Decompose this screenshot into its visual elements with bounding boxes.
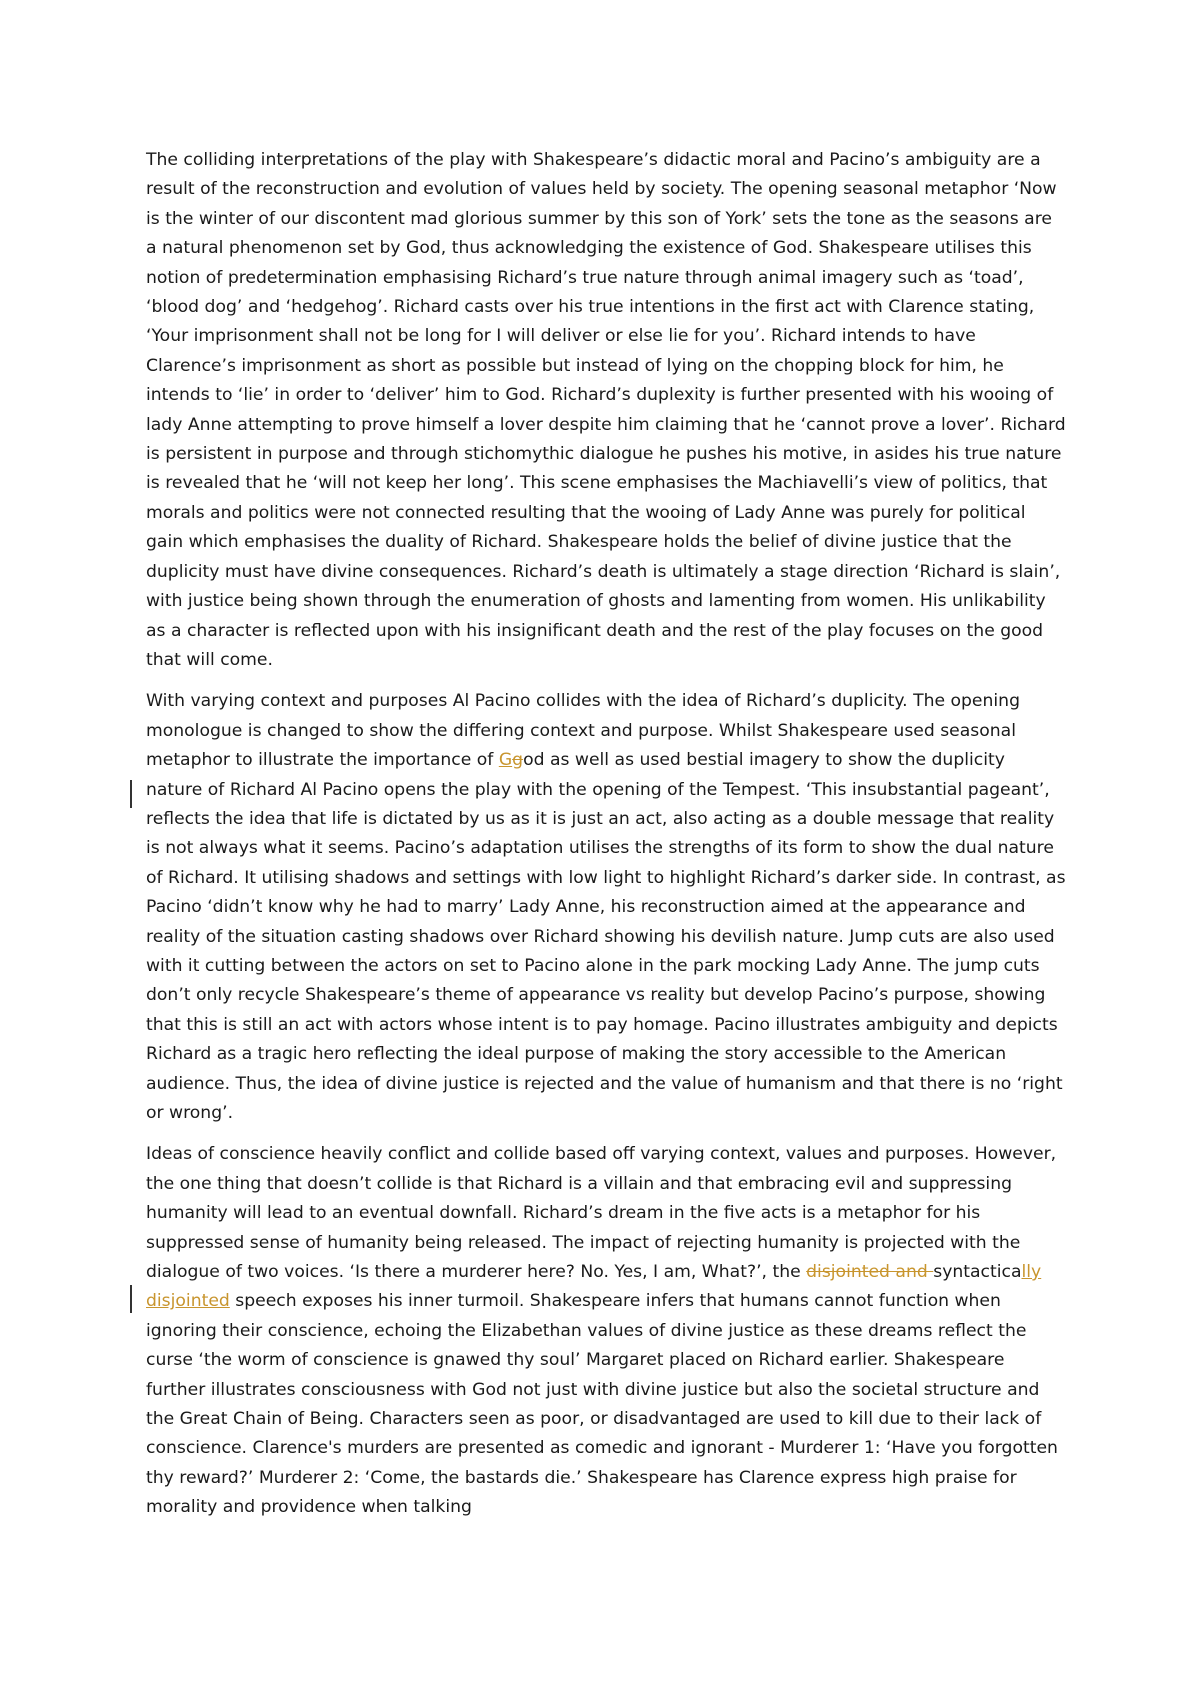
change-bar xyxy=(130,780,132,808)
paragraph-text: The colliding interpretations of the play with Shakespeare’s didactic moral and Pacino’s ambiguity are a result of the reconstruction and evolution of values held by society. The opening seasonal metaphor ‘Now is the winter of our discontent mad glorious summer by this son of York’ sets the tone as the seasons are a natural phenomenon set by God, thus acknowledging the existence of God. Shakespeare utilises this notion of predetermination emphasising Richard’s true nature through animal imagery such as ‘toad’, ‘blood dog’ and ‘hedgehog’. Richard casts over his true intentions in the first act with Clarence stating, ‘Your imprisonment shall not be long for I will deliver or else lie for you’. Richard intends to have Clarence’s imprisonment as short as possible but instead of lying on the chopping block for him, he intends to ‘lie’ in order to ‘deliver’ him to God. Richard’s duplexity is further presented with his wooing of lady Anne attempting to prove himself a lover despite him claiming that he ‘cannot prove a lover’. Richard is persistent in purpose and through stichomythic dialogue he pushes his motive, in asides his true nature is revealed that he ‘will not keep her long’. This scene emphasises the Machiavelli’s view of politics, that morals and politics were not connected resulting that the wooing of Lady Anne was purely for political gain which emphasises the duality of Richard. Shakespeare holds the belief of divine justice that the duplicity must have divine consequences. Richard’s death is ultimately a stage direction ‘Richard is slain’, with justice being shown through the enumeration of ghosts and lamenting from women. His unlikability as a character is reflected upon with his insignificant death and the rest of the play focuses on the good that will come. xyxy=(146,150,1066,670)
tracked-insertion[interactable]: G xyxy=(498,750,513,771)
paragraph-2[interactable] xyxy=(146,687,1066,1128)
document-body[interactable] xyxy=(146,146,1066,1535)
tracked-insertion[interactable]: lly disjointed xyxy=(146,1262,1042,1312)
tracked-deletion[interactable]: disjointed and xyxy=(806,1262,934,1283)
paragraph-text: Ideas of conscience heavily conflict and collide based off varying context, values and purposes. However, the one thing that doesn’t collide is that Richard is a villain and that embracing evil and suppressing humanity will lead to an eventual downfall. Richard’s dream in the five acts is a metaphor for his suppressed sense of humanity being released. The impact of rejecting humanity is projected with the dialogue of two voices. ‘Is there a murderer here? No. Yes, I am, What?’, the xyxy=(146,1144,1057,1283)
paragraph-text: syntactica xyxy=(933,1262,1022,1283)
paragraph-3[interactable] xyxy=(146,1140,1066,1522)
change-bar xyxy=(130,1285,132,1313)
paragraph-text: od as well as used bestial imagery to show the duplicity nature of Richard Al Pacino opens the play with the opening of the Tempest. ‘This insubstantial pageant’, reflects the idea that life is dictated by us as it is just an act, also acting as a double message that reality is not always what it seems. Pacino’s adaptation utilises the strengths of its form to show the dual nature of Richard. It utilising shadows and settings with low light to highlight Richard’s darker side. In contrast, as Pacino ‘didn’t know why he had to marry’ Lady Anne, his reconstruction aimed at the appearance and reality of the situation casting shadows over Richard showing his devilish nature. Jump cuts are also used with it cutting between the actors on set to Pacino alone in the park mocking Lady Anne. The jump cuts don’t only recycle Shakespeare’s theme of appearance vs reality but develop Pacino’s purpose, showing that this is still an act with actors whose intent is to pay homage. Pacino illustrates ambiguity and depicts Richard as a tragic hero reflecting the ideal purpose of making the story accessible to the American audience. Thus, the idea of divine justice is rejected and the value of humanism and that there is no ‘right or wrong’. xyxy=(146,750,1066,1123)
paragraph-text: speech exposes his inner turmoil. Shakespeare infers that humans cannot function when ignoring their conscience, echoing the Elizabethan values of divine justice as these dreams reflect the curse ‘the worm of conscience is gnawed thy soul’ Margaret placed on Richard earlier. Shakespeare further illustrates consciousness with God not just with divine justice but also the societal structure and the Great Chain of Being. Characters seen as poor, or disadvantaged are used to kill due to their lack of conscience. Clarence's murders are presented as comedic and ignorant - Murderer 1: ‘Have you forgotten thy reward?’ Murderer 2: ‘Come, the bastards die.’ Shakespeare has Clarence express high praise for morality and providence when talking xyxy=(146,1291,1058,1518)
paragraph-1[interactable] xyxy=(146,146,1066,675)
tracked-deletion[interactable]: g xyxy=(512,750,524,771)
paragraph-text: With varying context and purposes Al Pacino collides with the idea of Richard’s duplicity. The opening monologue is changed to show the differing context and purpose. Whilst Shakespeare used seasonal metaphor to illustrate the importance of xyxy=(146,691,1020,771)
